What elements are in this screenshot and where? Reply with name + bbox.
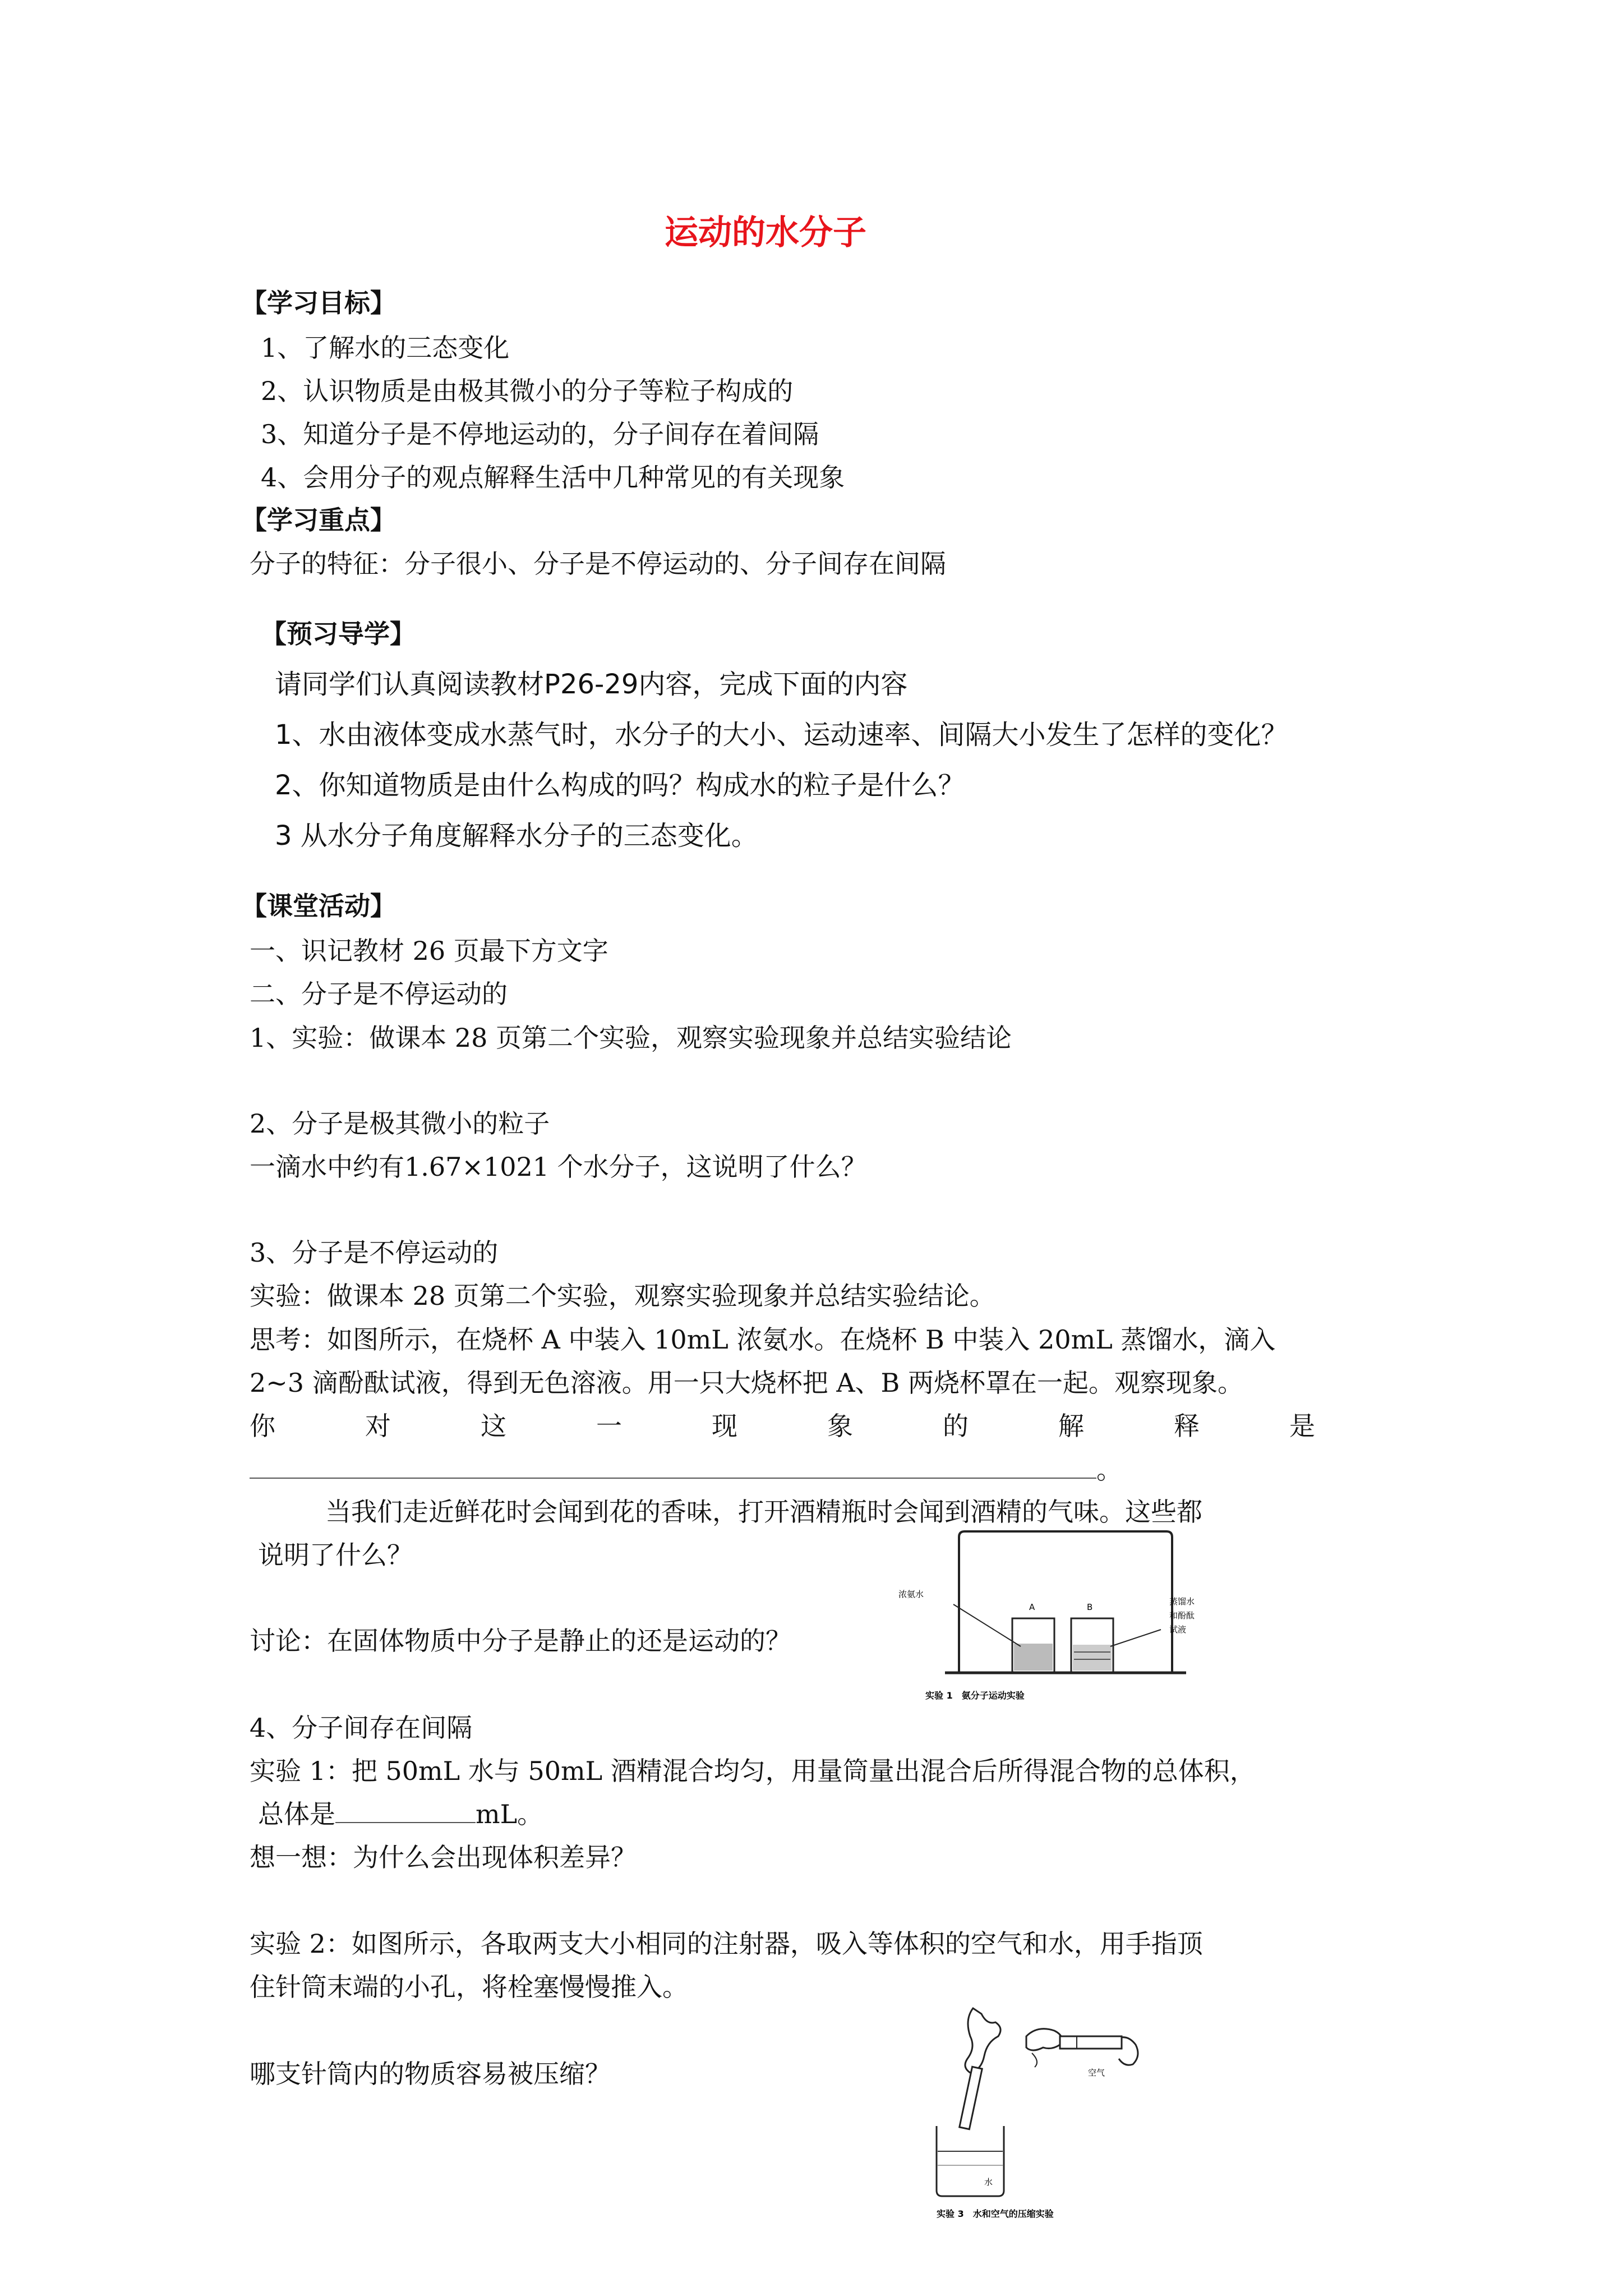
explain-char: 解 — [1058, 1411, 1084, 1441]
explain-char: 对 — [365, 1411, 391, 1441]
explain-char: 你 — [250, 1411, 275, 1441]
right-hand-1 — [1026, 2029, 1062, 2050]
water-beaker — [937, 2126, 1004, 2196]
activity-flower2: 说明了什么？ — [258, 1540, 413, 1570]
focus-text: 分子的特征：分子很小、分子是不停运动的、分子间存在间隔 — [250, 549, 946, 579]
pointer-right — [1110, 1630, 1161, 1646]
explain-char: 的 — [943, 1411, 969, 1441]
preview-item: 3 从水分子角度解释水分子的三态变化。 — [275, 820, 758, 852]
label-water-3: 试液 — [1169, 1625, 1187, 1635]
label-water: 水 — [984, 2177, 993, 2187]
activity-exp1: 1、实验：做课本 28 页第二个实验，观察实验现象并总结实验结论 — [250, 1023, 1012, 1053]
activity-think2: 2~3 滴酚酞试液，得到无色溶液。用一只大烧杯把 A、B 两烧杯罩在一起。观察现象。 — [250, 1368, 1243, 1398]
activity-drop: 一滴水中约有1.67×1021 个水分子，这说明了什么？ — [250, 1152, 867, 1182]
page-title: 运动的水分子 — [665, 213, 866, 252]
label-water-2: 和酚酞 — [1169, 1611, 1195, 1621]
total-suffix: mL。 — [476, 1799, 543, 1829]
explain-char: 象 — [827, 1411, 853, 1441]
label-air: 空气 — [1088, 2068, 1105, 2078]
left-hand — [965, 2008, 1000, 2073]
label-water-1: 蒸馏水 — [1169, 1596, 1195, 1607]
pointer-left — [953, 1604, 1021, 1646]
large-beaker — [959, 1531, 1172, 1672]
activity-heading: 【课堂活动】 — [241, 891, 396, 921]
total-line — [258, 1797, 543, 1831]
label-ammonia: 浓氨水 — [898, 1589, 924, 1599]
activity-exp3: 实验：做课本 28 页第二个实验，观察实验现象并总结实验结论。 — [250, 1281, 995, 1311]
activity-sub2: 2、分子是极其微小的粒子 — [250, 1108, 550, 1139]
phenol-liquid — [1073, 1645, 1112, 1671]
activity-exp42b: 住针筒末端的小孔，将栓塞慢慢推入。 — [250, 1972, 688, 2002]
goal-item: 2、认识物质是由极其微小的分子等粒子构成的 — [261, 376, 794, 406]
figure2-caption: 实验 3 水和空气的压缩实验 — [937, 2208, 1054, 2219]
preview-heading: 【预习导学】 — [261, 619, 416, 649]
goal-item: 1、了解水的三态变化 — [261, 333, 510, 363]
activity-s2: 二、分子是不停运动的 — [250, 979, 508, 1009]
preview-item: 2、你知道物质是由什么构成的吗？构成水的粒子是什么？ — [275, 770, 965, 801]
answer-blank[interactable] — [250, 1453, 1096, 1479]
activity-compress-q: 哪支针筒内的物质容易被压缩？ — [250, 2059, 611, 2089]
preview-item: 1、水由液体变成水蒸气时，水分子的大小、运动速率、间隔大小发生了怎样的变化？ — [275, 719, 1288, 751]
total-prefix: 总体是 — [258, 1799, 335, 1829]
activity-think-q: 想一想：为什么会出现体积差异？ — [250, 1842, 637, 1872]
activity-think1: 思考：如图所示，在烧杯 A 中装入 10mL 浓氨水。在烧杯 B 中装入 20mL 蒸馏水，滴入 — [250, 1324, 1276, 1355]
explain-blank-line[interactable] — [250, 1453, 1122, 1487]
label-b: B — [1087, 1602, 1093, 1612]
figure1-caption: 实验 1 氨分子运动实验 — [925, 1690, 1025, 1701]
period: 。 — [1096, 1455, 1122, 1485]
explain-char: 一 — [596, 1411, 622, 1441]
focus-heading: 【学习重点】 — [241, 505, 396, 535]
activity-discuss: 讨论：在固体物质中分子是静止的还是运动的？ — [250, 1626, 791, 1656]
activity-s1: 一、识记教材 26 页最下方文字 — [250, 936, 608, 966]
explain-char: 现 — [712, 1411, 737, 1441]
goals-heading: 【学习目标】 — [241, 288, 396, 318]
activity-exp41: 实验 1：把 50mL 水与 50mL 酒精混合均匀，用量筒量出混合后所得混合物的总体积， — [250, 1756, 1256, 1786]
air-syringe — [1060, 2036, 1122, 2049]
explain-line — [250, 1409, 1315, 1443]
preview-intro: 请同学们认真阅读教材P26-29内容，完成下面的内容 — [275, 669, 908, 700]
label-a: A — [1029, 1602, 1035, 1612]
explain-char: 释 — [1174, 1411, 1200, 1441]
explain-char: 是 — [1289, 1411, 1315, 1441]
activity-exp42a: 实验 2：如图所示，各取两支大小相同的注射器，吸入等体积的空气和水，用手指顶 — [250, 1929, 1203, 1959]
activity-sub3: 3、分子是不停运动的 — [250, 1237, 499, 1268]
activity-flower1: 当我们走近鲜花时会闻到花的香味，打开酒精瓶时会闻到酒精的气味。这些都 — [325, 1497, 1202, 1527]
figure-compression-experiment — [920, 1997, 1234, 2221]
goal-item: 4、会用分子的观点解释生活中几种常见的有关现象 — [261, 462, 845, 493]
activity-sub4: 4、分子间存在间隔 — [250, 1713, 473, 1743]
ammonia-liquid — [1014, 1644, 1053, 1671]
left-syringe — [960, 2067, 982, 2129]
explain-char: 这 — [481, 1411, 506, 1441]
total-blank[interactable] — [335, 1797, 476, 1823]
goal-item: 3、知道分子是不停地运动的，分子间存在着间隔 — [261, 419, 819, 449]
figure-ammonia-experiment — [886, 1520, 1245, 1717]
